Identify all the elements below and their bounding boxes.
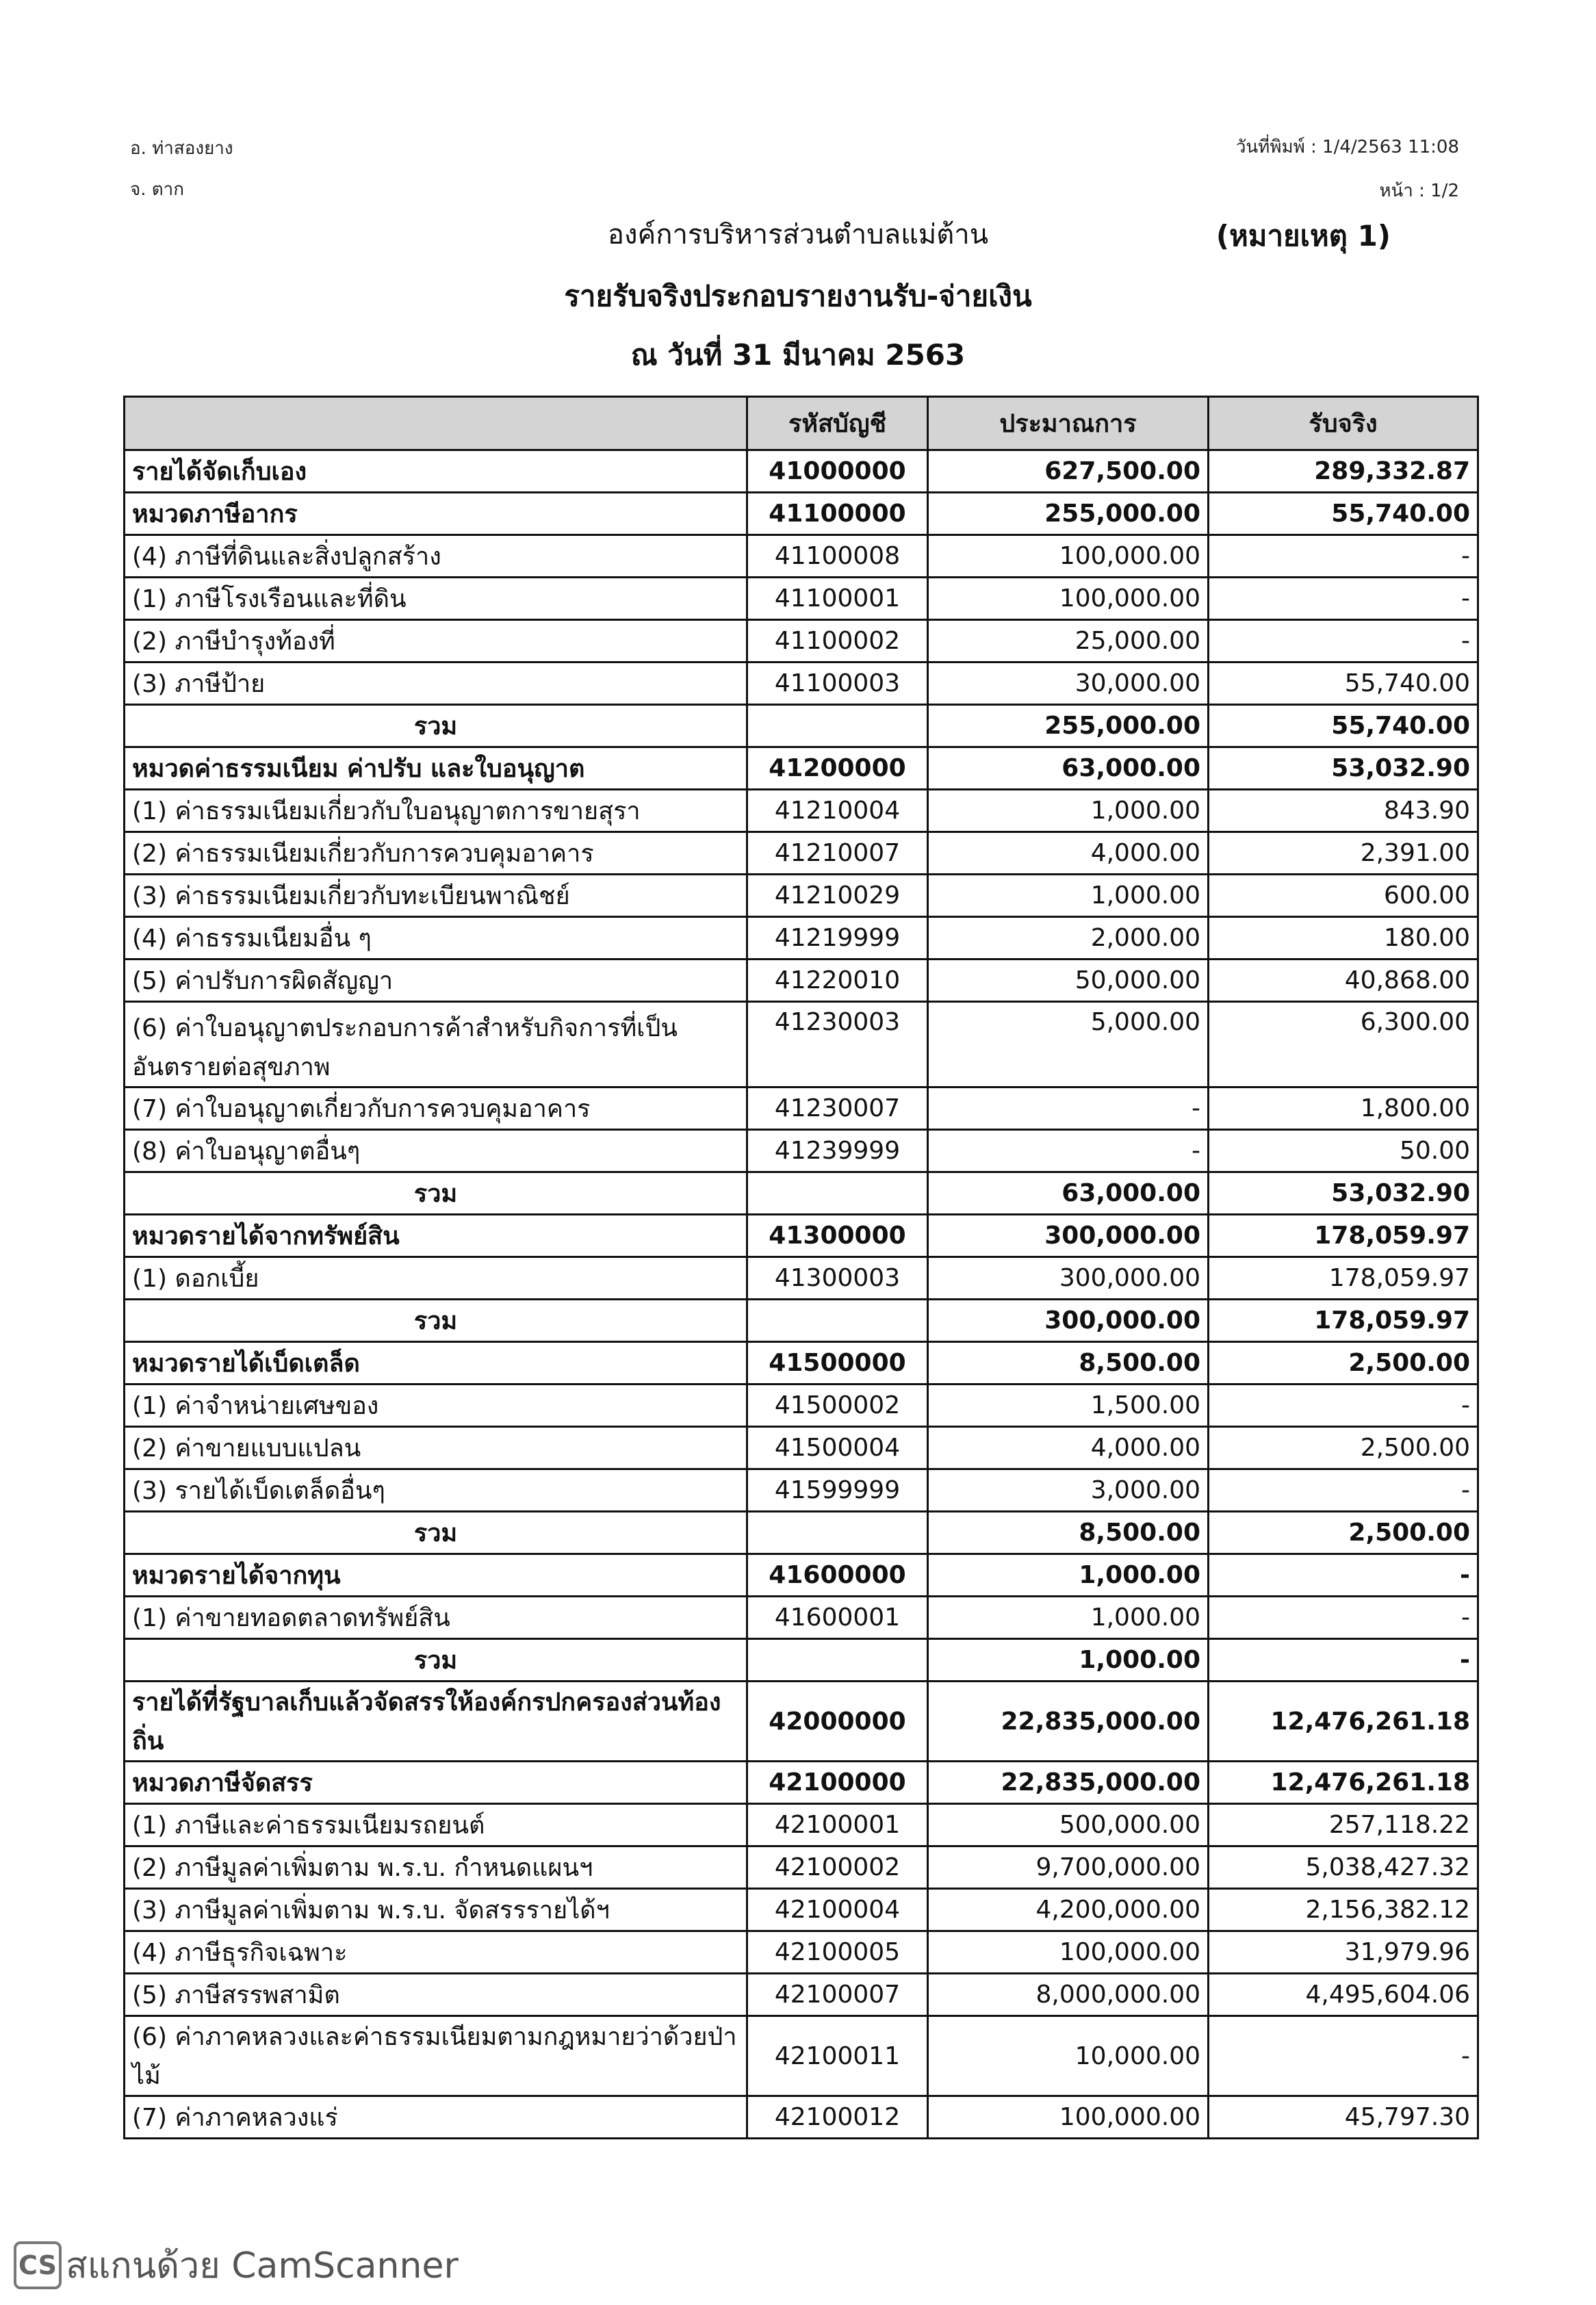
row-code-cell: 41210007 bbox=[747, 832, 928, 875]
row-name-cell: (2) ค่าขายแบบแปลน bbox=[125, 1427, 747, 1469]
row-name-cell: (1) ค่าธรรมเนียมเกี่ยวกับใบอนุญาตการขายสุรา bbox=[125, 790, 747, 832]
row-received-cell: - bbox=[1209, 2016, 1478, 2096]
row-received-cell: 1,800.00 bbox=[1209, 1087, 1478, 1130]
row-name-cell: (1) ดอกเบี้ย bbox=[125, 1257, 747, 1300]
row-name-cell: หมวดรายได้จากทรัพย์สิน bbox=[125, 1215, 747, 1257]
row-code-cell: 42100004 bbox=[747, 1889, 928, 1931]
row-estimate-cell: 500,000.00 bbox=[928, 1804, 1209, 1846]
row-code-cell: 41230007 bbox=[747, 1087, 928, 1130]
row-received-cell: 12,476,261.18 bbox=[1209, 1682, 1478, 1762]
row-name-cell: หมวดภาษีจัดสรร bbox=[125, 1762, 747, 1804]
row-received-cell: 53,032.90 bbox=[1209, 747, 1478, 790]
row-name-cell: (4) ภาษีธุรกิจเฉพาะ bbox=[125, 1931, 747, 1974]
category-row bbox=[125, 1682, 1478, 1762]
row-code-cell: 41239999 bbox=[747, 1130, 928, 1172]
row-code-cell: 41500004 bbox=[747, 1427, 928, 1469]
row-name-cell: (1) ค่าจำหน่ายเศษของ bbox=[125, 1385, 747, 1427]
column-header-received: รับจริง bbox=[1209, 397, 1478, 450]
subtotal-row bbox=[125, 705, 1478, 747]
category-row bbox=[125, 1342, 1478, 1385]
row-name-cell: หมวดรายได้จากทุน bbox=[125, 1554, 747, 1597]
report-title: รายรับจริงประกอบรายงานรับ-จ่ายเงิน bbox=[564, 279, 1032, 313]
row-received-cell: 31,979.96 bbox=[1209, 1931, 1478, 1974]
organization-name: องค์การบริหารส่วนตำบลแม่ต้าน bbox=[607, 219, 989, 250]
row-name-cell: (5) ภาษีสรรพสามิต bbox=[125, 1974, 747, 2016]
row-received-cell: - bbox=[1209, 620, 1478, 662]
row-name-cell: รวม bbox=[125, 1300, 747, 1342]
row-received-cell: 2,500.00 bbox=[1209, 1342, 1478, 1385]
row-name-cell: (1) ภาษีและค่าธรรมเนียมรถยนต์ bbox=[125, 1804, 747, 1846]
row-estimate-cell: 4,000.00 bbox=[928, 832, 1209, 875]
category-row bbox=[125, 1554, 1478, 1597]
row-code-cell bbox=[747, 1172, 928, 1215]
table-row bbox=[125, 1469, 1478, 1512]
row-code-cell: 42100007 bbox=[747, 1974, 928, 2016]
row-code-cell: 42000000 bbox=[747, 1682, 928, 1762]
row-code-cell: 42100012 bbox=[747, 2096, 928, 2139]
table-row bbox=[125, 832, 1478, 875]
table-row bbox=[125, 1130, 1478, 1172]
subtotal-row bbox=[125, 1639, 1478, 1682]
row-received-cell: - bbox=[1209, 535, 1478, 578]
category-row bbox=[125, 747, 1478, 790]
report-date: ณ วันที่ 31 มีนาคม 2563 bbox=[630, 338, 966, 372]
row-estimate-cell: 8,500.00 bbox=[928, 1512, 1209, 1554]
row-received-cell: 178,059.97 bbox=[1209, 1215, 1478, 1257]
row-received-cell: 55,740.00 bbox=[1209, 662, 1478, 705]
row-estimate-cell: 10,000.00 bbox=[928, 2016, 1209, 2096]
table-row bbox=[125, 620, 1478, 662]
row-estimate-cell: 300,000.00 bbox=[928, 1300, 1209, 1342]
row-estimate-cell: 4,000.00 bbox=[928, 1427, 1209, 1469]
table-row bbox=[125, 535, 1478, 578]
row-received-cell: - bbox=[1209, 1597, 1478, 1639]
row-received-cell: 4,495,604.06 bbox=[1209, 1974, 1478, 2016]
row-code-cell: 41100000 bbox=[747, 493, 928, 535]
table-row bbox=[125, 1804, 1478, 1846]
subtotal-row bbox=[125, 1172, 1478, 1215]
row-received-cell: - bbox=[1209, 1554, 1478, 1597]
row-estimate-cell: 9,700,000.00 bbox=[928, 1846, 1209, 1889]
table-row bbox=[125, 1385, 1478, 1427]
row-code-cell: 41300000 bbox=[747, 1215, 928, 1257]
row-estimate-cell: 50,000.00 bbox=[928, 960, 1209, 1002]
row-code-cell: 41210004 bbox=[747, 790, 928, 832]
row-received-cell: - bbox=[1209, 1639, 1478, 1682]
note-label: (หมายเหตุ 1) bbox=[1215, 219, 1391, 253]
row-estimate-cell: 25,000.00 bbox=[928, 620, 1209, 662]
row-received-cell: 40,868.00 bbox=[1209, 960, 1478, 1002]
row-estimate-cell: 627,500.00 bbox=[928, 450, 1209, 493]
row-name-cell: รวม bbox=[125, 1639, 747, 1682]
category-row bbox=[125, 1762, 1478, 1804]
row-code-cell: 41230003 bbox=[747, 1002, 928, 1087]
row-name-cell: (3) ภาษีป้าย bbox=[125, 662, 747, 705]
row-code-cell: 42100002 bbox=[747, 1846, 928, 1889]
table-row bbox=[125, 1931, 1478, 1974]
row-received-cell: 6,300.00 bbox=[1209, 1002, 1478, 1087]
row-received-cell: 55,740.00 bbox=[1209, 493, 1478, 535]
row-estimate-cell: 3,000.00 bbox=[928, 1469, 1209, 1512]
row-estimate-cell: 100,000.00 bbox=[928, 535, 1209, 578]
row-name-cell: (2) ภาษีบำรุงท้องที่ bbox=[125, 620, 747, 662]
row-name-cell: (2) ภาษีมูลค่าเพิ่มตาม พ.ร.บ. กำหนดแผนฯ bbox=[125, 1846, 747, 1889]
row-code-cell: 41200000 bbox=[747, 747, 928, 790]
row-code-cell: 41100008 bbox=[747, 535, 928, 578]
row-estimate-cell: 255,000.00 bbox=[928, 493, 1209, 535]
row-name-cell: รายได้จัดเก็บเอง bbox=[125, 450, 747, 493]
row-estimate-cell: 63,000.00 bbox=[928, 1172, 1209, 1215]
table-row bbox=[125, 1974, 1478, 2016]
row-name-cell: (7) ค่าภาคหลวงแร่ bbox=[125, 2096, 747, 2139]
row-code-cell: 41300003 bbox=[747, 1257, 928, 1300]
row-code-cell: 41100001 bbox=[747, 578, 928, 620]
row-code-cell: 41220010 bbox=[747, 960, 928, 1002]
row-estimate-cell: 1,000.00 bbox=[928, 1554, 1209, 1597]
row-code-cell: 42100000 bbox=[747, 1762, 928, 1804]
row-received-cell: 843.90 bbox=[1209, 790, 1478, 832]
row-estimate-cell: 22,835,000.00 bbox=[928, 1762, 1209, 1804]
row-estimate-cell: 30,000.00 bbox=[928, 662, 1209, 705]
row-received-cell: - bbox=[1209, 578, 1478, 620]
row-name-cell: รายได้ที่รัฐบาลเก็บแล้วจัดสรรให้องค์กรปกครองส่วนท้องถิ่น bbox=[125, 1682, 747, 1762]
row-received-cell: - bbox=[1209, 1385, 1478, 1427]
subtotal-row bbox=[125, 1512, 1478, 1554]
row-code-cell: 42100001 bbox=[747, 1804, 928, 1846]
row-received-cell: 45,797.30 bbox=[1209, 2096, 1478, 2139]
row-estimate-cell: 2,000.00 bbox=[928, 917, 1209, 960]
table-row bbox=[125, 1427, 1478, 1469]
row-received-cell: 2,156,382.12 bbox=[1209, 1889, 1478, 1931]
row-name-cell: (3) ภาษีมูลค่าเพิ่มตาม พ.ร.บ. จัดสรรรายได้ฯ bbox=[125, 1889, 747, 1931]
row-name-cell: (1) ภาษีโรงเรือนและที่ดิน bbox=[125, 578, 747, 620]
print-date: วันที่พิมพ์ : 1/4/2563 11:08 bbox=[1235, 137, 1459, 157]
row-estimate-cell: 5,000.00 bbox=[928, 1002, 1209, 1087]
row-received-cell: 12,476,261.18 bbox=[1209, 1762, 1478, 1804]
row-code-cell: 41210029 bbox=[747, 875, 928, 917]
row-estimate-cell: 63,000.00 bbox=[928, 747, 1209, 790]
row-received-cell: - bbox=[1209, 1469, 1478, 1512]
row-name-cell: (1) ค่าขายทอดตลาดทรัพย์สิน bbox=[125, 1597, 747, 1639]
scanner-watermark bbox=[14, 2237, 459, 2293]
table-row bbox=[125, 917, 1478, 960]
row-estimate-cell: 255,000.00 bbox=[928, 705, 1209, 747]
column-header-name bbox=[125, 397, 747, 450]
row-estimate-cell: 4,200,000.00 bbox=[928, 1889, 1209, 1931]
row-received-cell: 2,391.00 bbox=[1209, 832, 1478, 875]
row-code-cell: 41600000 bbox=[747, 1554, 928, 1597]
row-code-cell: 41500000 bbox=[747, 1342, 928, 1385]
table-row bbox=[125, 578, 1478, 620]
category-row bbox=[125, 1215, 1478, 1257]
table-row bbox=[125, 1889, 1478, 1931]
row-estimate-cell: 300,000.00 bbox=[928, 1215, 1209, 1257]
subtotal-row bbox=[125, 1300, 1478, 1342]
row-estimate-cell: 8,500.00 bbox=[928, 1342, 1209, 1385]
table-row bbox=[125, 1257, 1478, 1300]
row-estimate-cell: 100,000.00 bbox=[928, 1931, 1209, 1974]
row-received-cell: 178,059.97 bbox=[1209, 1300, 1478, 1342]
row-estimate-cell: 1,000.00 bbox=[928, 1597, 1209, 1639]
row-received-cell: 2,500.00 bbox=[1209, 1427, 1478, 1469]
row-code-cell: 42100011 bbox=[747, 2016, 928, 2096]
table-row bbox=[125, 1846, 1478, 1889]
row-code-cell bbox=[747, 705, 928, 747]
table-row bbox=[125, 2096, 1478, 2139]
table-header-row bbox=[125, 397, 1478, 450]
row-code-cell: 41219999 bbox=[747, 917, 928, 960]
row-received-cell: 53,032.90 bbox=[1209, 1172, 1478, 1215]
row-name-cell: (2) ค่าธรรมเนียมเกี่ยวกับการควบคุมอาคาร bbox=[125, 832, 747, 875]
row-name-cell: หมวดรายได้เบ็ดเตล็ด bbox=[125, 1342, 747, 1385]
row-estimate-cell: 100,000.00 bbox=[928, 578, 1209, 620]
row-name-cell: หมวดภาษีอากร bbox=[125, 493, 747, 535]
table-row bbox=[125, 1597, 1478, 1639]
row-received-cell: 180.00 bbox=[1209, 917, 1478, 960]
row-name-cell: (3) รายได้เบ็ดเตล็ดอื่นๆ bbox=[125, 1469, 747, 1512]
row-estimate-cell: 1,000.00 bbox=[928, 875, 1209, 917]
district-label: อ. ท่าสองยาง bbox=[130, 138, 233, 159]
row-code-cell: 41000000 bbox=[747, 450, 928, 493]
category-row bbox=[125, 493, 1478, 535]
category-row bbox=[125, 450, 1478, 493]
row-received-cell: 2,500.00 bbox=[1209, 1512, 1478, 1554]
row-estimate-cell: 8,000,000.00 bbox=[928, 1974, 1209, 2016]
row-estimate-cell: - bbox=[928, 1130, 1209, 1172]
row-received-cell: 178,059.97 bbox=[1209, 1257, 1478, 1300]
row-name-cell: รวม bbox=[125, 1512, 747, 1554]
row-received-cell: 50.00 bbox=[1209, 1130, 1478, 1172]
row-code-cell: 41599999 bbox=[747, 1469, 928, 1512]
row-received-cell: 5,038,427.32 bbox=[1209, 1846, 1478, 1889]
row-name-cell: (5) ค่าปรับการผิดสัญญา bbox=[125, 960, 747, 1002]
table-row bbox=[125, 1002, 1478, 1087]
row-code-cell bbox=[747, 1512, 928, 1554]
table-row bbox=[125, 1087, 1478, 1130]
row-estimate-cell: 1,000.00 bbox=[928, 790, 1209, 832]
row-code-cell bbox=[747, 1300, 928, 1342]
row-estimate-cell: 22,835,000.00 bbox=[928, 1682, 1209, 1762]
row-received-cell: 289,332.87 bbox=[1209, 450, 1478, 493]
row-name-cell: รวม bbox=[125, 705, 747, 747]
row-code-cell: 41100002 bbox=[747, 620, 928, 662]
row-estimate-cell: 1,000.00 bbox=[928, 1639, 1209, 1682]
row-name-cell: (6) ค่าใบอนุญาตประกอบการค้าสำหรับกิจการที่เป็นอันตรายต่อสุขภาพ bbox=[125, 1002, 747, 1087]
row-name-cell: (7) ค่าใบอนุญาตเกี่ยวกับการควบคุมอาคาร bbox=[125, 1087, 747, 1130]
row-name-cell: (4) ภาษีที่ดินและสิ่งปลูกสร้าง bbox=[125, 535, 747, 578]
table-row bbox=[125, 662, 1478, 705]
row-code-cell: 41500002 bbox=[747, 1385, 928, 1427]
row-estimate-cell: 300,000.00 bbox=[928, 1257, 1209, 1300]
row-code-cell: 42100005 bbox=[747, 1931, 928, 1974]
row-estimate-cell: 1,500.00 bbox=[928, 1385, 1209, 1427]
row-name-cell: หมวดค่าธรรมเนียม ค่าปรับ และใบอนุญาต bbox=[125, 747, 747, 790]
revenue-table bbox=[123, 396, 1479, 2139]
row-received-cell: 55,740.00 bbox=[1209, 705, 1478, 747]
row-received-cell: 600.00 bbox=[1209, 875, 1478, 917]
column-header-estimate: ประมาณการ bbox=[928, 397, 1209, 450]
table-row bbox=[125, 2016, 1478, 2096]
row-name-cell: รวม bbox=[125, 1172, 747, 1215]
row-code-cell bbox=[747, 1639, 928, 1682]
scanner-text: สแกนด้วย CamScanner bbox=[66, 2245, 459, 2287]
row-code-cell: 41600001 bbox=[747, 1597, 928, 1639]
row-estimate-cell: - bbox=[928, 1087, 1209, 1130]
row-estimate-cell: 100,000.00 bbox=[928, 2096, 1209, 2139]
table-body bbox=[125, 450, 1478, 2139]
table-row bbox=[125, 960, 1478, 1002]
row-name-cell: (6) ค่าภาคหลวงและค่าธรรมเนียมตามกฎหมายว่าด้วยป่าไม้ bbox=[125, 2016, 747, 2096]
row-name-cell: (3) ค่าธรรมเนียมเกี่ยวกับทะเบียนพาณิชย์ bbox=[125, 875, 747, 917]
row-received-cell: 257,118.22 bbox=[1209, 1804, 1478, 1846]
row-code-cell: 41100003 bbox=[747, 662, 928, 705]
table-row bbox=[125, 790, 1478, 832]
province-label: จ. ตาก bbox=[130, 179, 184, 200]
table-row bbox=[125, 875, 1478, 917]
row-name-cell: (8) ค่าใบอนุญาตอื่นๆ bbox=[125, 1130, 747, 1172]
camscanner-logo-icon: CS bbox=[14, 2241, 62, 2289]
row-name-cell: (4) ค่าธรรมเนียมอื่น ๆ bbox=[125, 917, 747, 960]
column-header-code: รหัสบัญชี bbox=[747, 397, 928, 450]
page-number: หน้า : 1/2 bbox=[1379, 181, 1459, 201]
